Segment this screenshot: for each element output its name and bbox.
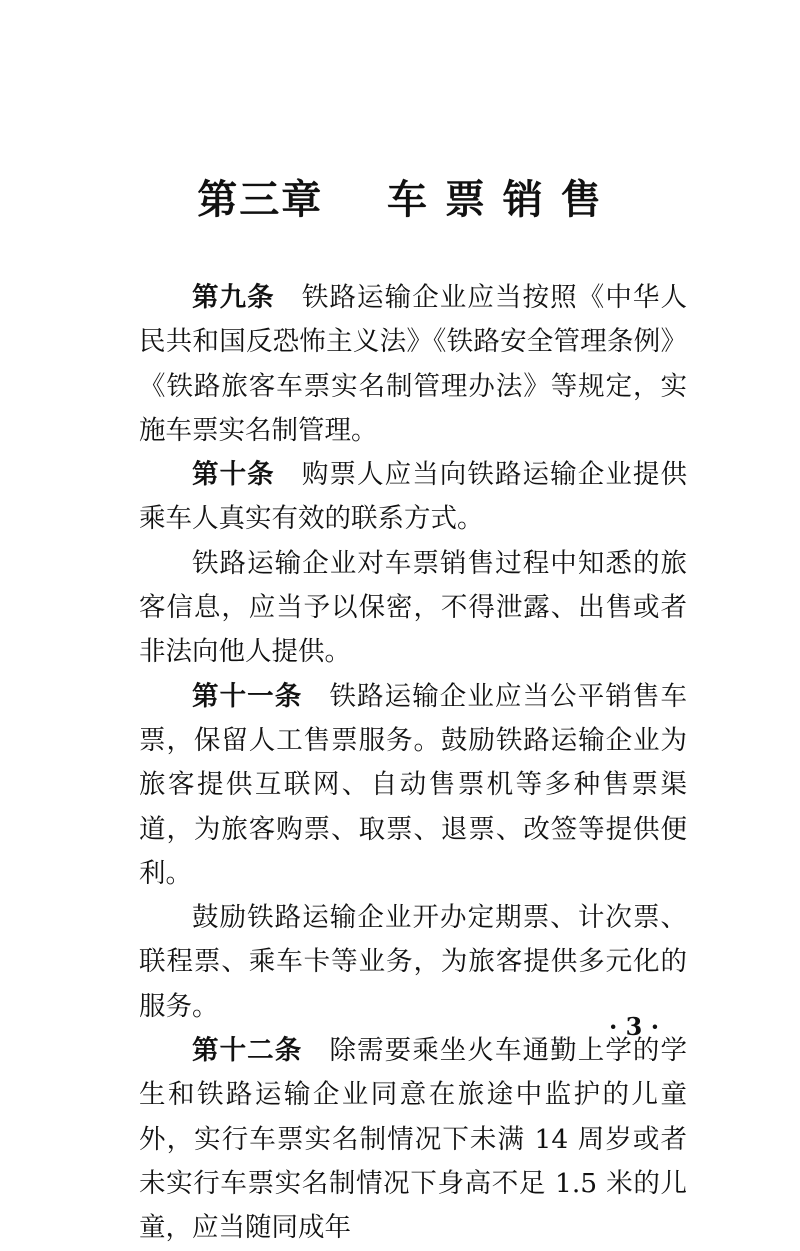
article-11-paragraph-2 (139, 896, 687, 1029)
article-11-paragraph (139, 675, 687, 896)
article-10-paragraph (139, 453, 687, 542)
article-text: 铁路运输企业应当按照《中华人民共和国反恐怖主义法》《铁路安全管理条例》《铁路旅客车票实名制管理办法》等规定，实施车票实名制管理。 (139, 282, 688, 446)
article-text: 鼓励铁路运输企业开办定期票、计次票、联程票、乘车卡等业务，为旅客提供多元化的服务。 (139, 902, 687, 1022)
article-number: 第十一条 (192, 680, 303, 712)
article-9-paragraph (139, 276, 687, 453)
article-text: 铁路运输企业应当公平销售车票，保留人工售票服务。鼓励铁路运输企业为旅客提供互联网、自动售票机等多种售票渠道，为旅客购票、取票、退票、改签等提供便利。 (139, 680, 688, 889)
article-number: 第九条 (192, 282, 275, 313)
article-text: 除需要乘坐火车通勤上学的学生和铁路运输企业同意在旅途中监护的儿童外，实行车票实名制情况下未满 14 周岁或者未实行车票实名制情况下身高不足 1.5 米的儿童，应当随同成年 (139, 1035, 688, 1244)
page-number: · 3 · (608, 1012, 660, 1041)
body-text (139, 276, 687, 1251)
chapter-title: 第三章 车 票 销 售 (197, 176, 603, 223)
article-12-paragraph (139, 1029, 687, 1250)
article-10-paragraph-2 (139, 542, 687, 675)
article-text: 铁路运输企业对车票销售过程中知悉的旅客信息，应当予以保密，不得泄露、出售或者非法向他人提供。 (139, 547, 687, 668)
article-number: 第十二条 (192, 1035, 303, 1067)
article-text: 购票人应当向铁路运输企业提供乘车人真实有效的联系方式。 (139, 459, 688, 535)
article-number: 第十条 (192, 459, 275, 491)
